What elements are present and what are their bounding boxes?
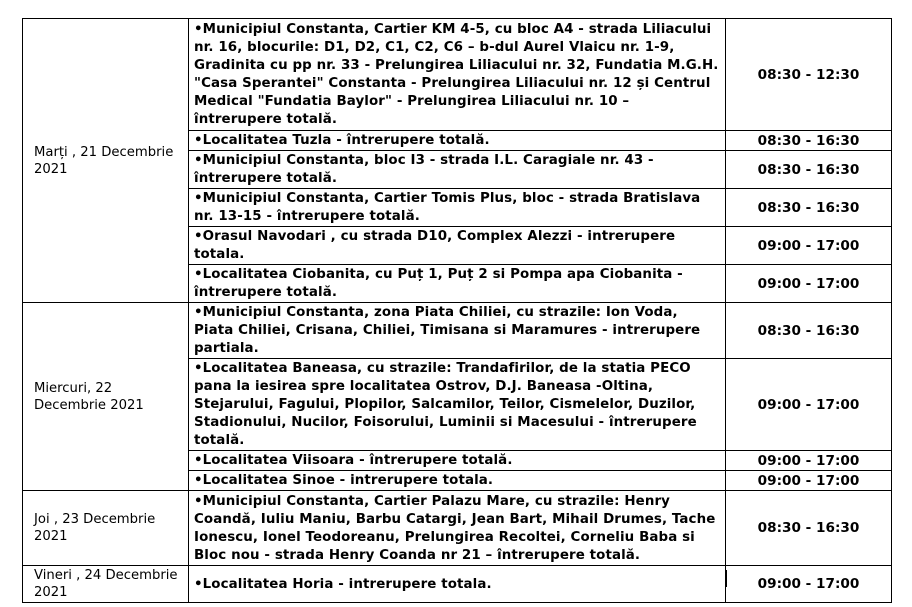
location-cell: •Municipiul Constanta, Cartier KM 4-5, cu bloc A4 - strada Liliacului nr. 16, blocurile: D1, D2, C1, C2, C6 – b-dul Aurel Vlaicu nr. 1-9, Gradinita cu pp nr. 33 - Prelungirea Liliacului nr. 32, Fundatia M.G.H. "Casa Sperantei" Constanta - Prelungirea Liliacului nr. 12 și Centrul Medical "Fundatia Baylor" - Prelungirea Liliacului nr. 10 – întrerupere totală. [189,19,726,131]
table-row [23,303,892,359]
location-cell: •Municipiul Constanta, Cartier Tomis Plus, bloc - strada Bratislava nr. 13-15 - întrerupere totală. [189,189,726,227]
time-cell: 08:30 - 16:30 [726,151,892,189]
location-cell: •Municipiul Constanta, zona Piata Chiliei, cu strazile: Ion Voda, Piata Chiliei, Crisana, Chiliei, Timisana si Maramures - intrerupere partiala. [189,303,726,359]
day-cell: Miercuri, 22 Decembrie 2021 [23,303,189,491]
location-cell: •Localitatea Ciobanita, cu Puț 1, Puț 2 si Pompa apa Ciobanita - întrerupere totală. [189,265,726,303]
location-cell: •Localitatea Baneasa, cu strazile: Trandafirilor, de la statia PECO pana la iesirea spre localitatea Ostrov, D.J. Baneasa -Oltina, Stejarului, Fagului, Plopilor, Salcamilor, Teilor, Cismelelor, Duzilor, Stadionului, Nucilor, Foisorului, Luminii si Macesului - întrerupere totală. [189,359,726,451]
location-cell: •Localitatea Horia - intrerupere totala. [189,566,726,603]
time-cell: 08:30 - 16:30 [726,303,892,359]
time-cell: 09:00 - 17:00 [726,566,892,603]
location-cell: •Municipiul Constanta, bloc I3 - strada I.L. Caragiale nr. 43 - întrerupere totală. [189,151,726,189]
time-cell: 09:00 - 17:00 [726,471,892,491]
cell-divider-mark [726,570,727,587]
table-row [23,566,892,603]
time-cell: 08:30 - 12:30 [726,19,892,131]
location-cell: •Localitatea Viisoara - întrerupere totală. [189,451,726,471]
outage-schedule-table [22,18,892,603]
time-cell: 09:00 - 17:00 [726,451,892,471]
time-cell: 09:00 - 17:00 [726,359,892,451]
day-cell: Marți , 21 Decembrie 2021 [23,19,189,303]
location-cell: •Orasul Navodari , cu strada D10, Complex Alezzi - intrerupere totala. [189,227,726,265]
location-cell: •Localitatea Tuzla - întrerupere totală. [189,131,726,151]
day-cell: Joi , 23 Decembrie 2021 [23,491,189,566]
location-cell: •Localitatea Sinoe - intrerupere totala. [189,471,726,491]
location-cell: •Municipiul Constanta, Cartier Palazu Mare, cu strazile: Henry Coandă, Iuliu Maniu, Barbu Catargi, Jean Bart, Mihail Drumes, Tache Ionescu, Ionel Teodoreanu, Prelungirea Recoltei, Corneliu Baba si Bloc nou - strada Henry Coanda nr 21 – întrerupere totală. [189,491,726,566]
day-cell: Vineri , 24 Decembrie 2021 [23,566,189,603]
table-row [23,19,892,131]
time-cell: 08:30 - 16:30 [726,189,892,227]
time-cell: 09:00 - 17:00 [726,227,892,265]
time-cell: 09:00 - 17:00 [726,265,892,303]
table-row [23,491,892,566]
time-cell: 08:30 - 16:30 [726,491,892,566]
time-cell: 08:30 - 16:30 [726,131,892,151]
